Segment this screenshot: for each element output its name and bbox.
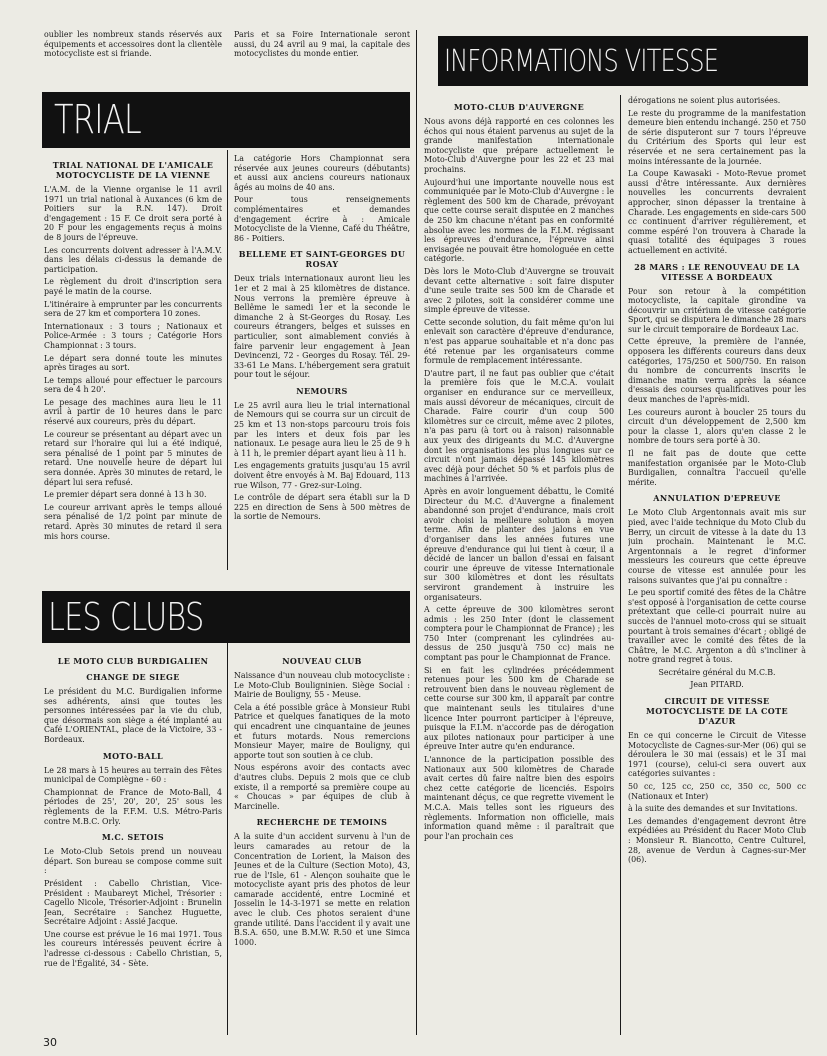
paragraph: L'annonce de la participation possible des Nationaux aux 500 kilomètres de Charade avait certes dû faire naître bien des espoirs chez cette catégorie de licenciés. Espoirs maintenant déçus, ce que regrette vivement le M.C.A. Mais telles sont les rigueurs des règlements. Information non officielle, mais information quand même : il paraîtrait que pour l'an prochain ces: [424, 755, 614, 841]
trial-national-title: TRIAL NATIONAL DE L'AMICALE MOTOCYCLISTE DE LA VIENNE: [52, 160, 214, 180]
annulation-title: ANNULATION D'EPREUVE: [653, 493, 781, 504]
col1-clubs: [44, 650, 222, 1034]
paragraph: Cela a été possible grâce à Monsieur Rubi Patrice et quelques fanatiques de la moto qui encadrent une cinquantaine de jeunes et futurs motards. Nous remercions Monsieur Mayer, maire de Bouligny, qui apporte tout son soutien à ce club.: [234, 702, 410, 760]
paragraph: Le 28 mars à 15 heures au terrain des Fêtes municipal de Compiègne - 60 :: [44, 765, 222, 785]
burdigalien-title: LE MOTO CLUB BURDIGALIEN: [57, 656, 209, 666]
col4: [628, 96, 806, 1034]
paragraph: Les coureurs auront à boucler 25 tours du circuit d'un développement de 2,500 km pour la classe 1, alors qu'en classe 2 le nombre de tours sera porté à 30.: [628, 407, 806, 446]
nemours-title: NEMOURS: [296, 385, 348, 396]
paragraph: Naissance d'un nouveau club motocycliste : Le Moto-Club Bouligninien. Siège Social : Mairie de Bouligny, 55 - Meuse.: [234, 671, 410, 700]
column-rule: [416, 30, 417, 1035]
col1-trial: [44, 154, 222, 586]
paragraph: Internationaux : 3 tours ; Nationaux et Police-Armée : 3 tours ; Catégorie Hors Championnat : 3 tours.: [44, 321, 222, 350]
paragraph: D'autre part, il ne faut pas oublier que c'était la première fois que le M.C.A. voulait organiser en endurance sur ce merveilleux, mais aussi dévoreur de mécaniques, circuit de Charade. Faire courir d'un coup 500 kilomètres sur ce circuit, même avec 2 pilotes, n'a pas paru (à tort ou à raison) raisonnable aux yeux des dirigeants du M.C. d'Auvergne dont les organisations les plus longues sur ce circuit n'ont jamais dépassé 145 kilomètres avec déjà pour déchet 50 % et parfois plus de machines à l'arrivée.: [424, 368, 614, 484]
paragraph: Cette épreuve, la première de l'année, opposera les différents coureurs dans deux catégories, 175/250 et 500/750. En raison du nombre de concurrents inscrits le dimanche matin verra après la séance d'essais des courses qualificatives pour les deux manches de l'après-midi.: [628, 337, 806, 405]
col1-intro: oublier les nombreux stands réservés aux équipements et accessoires dont la clientèle motocycliste est si friande.: [44, 30, 222, 59]
col2-intro: Paris et sa Foire Internationale seront aussi, du 24 avril au 9 mai, la capitale des motocyclistes du monde entier.: [234, 30, 410, 59]
col3-auvergne: [424, 96, 614, 1034]
paragraph: Championnat de France de Moto-Ball, 4 périodes de 25', 20', 20', 25' sous les règlements de la F.F.M. U.S. Métro-Paris contre M.B.C. Orly.: [44, 787, 222, 826]
paragraph: Aujourd'hui une importante nouvelle nous est communiquée par le Moto-Club d'Auvergne : le règlement des 500 km de Charade, prévoyant que cette course serait disputée en 2 manches de 250 km chacune n'étant pas en conformité absolue avec les normes de la F.I.M. régissant les épreuves d'endurance, l'épreuve ainsi envisagée ne pouvait être homologuée en cette catégorie.: [424, 177, 614, 264]
moto-club-auvergne-title: MOTO-CLUB D'AUVERGNE: [453, 102, 585, 112]
paragraph: 50 cc, 125 cc, 250 cc, 350 cc, 500 cc (Nationaux et Inter): [628, 782, 806, 801]
col2-top: [234, 30, 410, 90]
column-rule: [227, 150, 228, 570]
paragraph: Le contrôle de départ sera établi sur la D 225 en direction de Sens à 500 mètres de la sortie de Nemours.: [234, 493, 410, 522]
page-number: 30: [43, 1036, 57, 1049]
paragraph: à la suite des demandes et sur Invitations.: [628, 804, 798, 814]
paragraph: A cette épreuve de 300 kilomètres seront admis : les 250 Inter (dont le classement comptera pour le Championnat de France) ; les 750 Inter (comprenant les cylindrées au-dessus de 250 jusqu'à 750 cc) mais ne comptant pas pour le Championnat de France.: [424, 605, 614, 663]
trial-banner: TRIAL: [42, 92, 410, 148]
moto-ball-title: MOTO-BALL: [102, 750, 164, 761]
paragraph: La catégorie Hors Championnat sera réservée aux jeunes coureurs (débutants) et aussi aux anciens coureurs nationaux âgés au moins de 40 ans.: [234, 154, 410, 192]
paragraph: Le pesage des machines aura lieu le 11 avril à partir de 10 heures dans le parc réservé aux coureurs, près du départ.: [44, 397, 222, 427]
paragraph: Le 25 avril aura lieu le trial international de Nemours qui se courra sur un circuit de 25 km et 13 non-stops parcouru trois fois par les inters et deux fois par les nationaux. Le pesage aura lieu le 25 de 9 h à 11 h, le premier départ ayant lieu à 11 h.: [234, 400, 410, 458]
paragraph: Le coureur se présentant au départ avec un retard sur l'horaire qui lui a été indiqué, sera pénalisé de 1 point par 5 minutes de retard. Une nouvelle heure de départ lui sera donnée. Après 30 minutes de retard, le départ lui sera refusé.: [44, 429, 222, 487]
col1-top: [44, 30, 222, 90]
clubs-banner: LES CLUBS: [42, 591, 410, 643]
paragraph: La Coupe Kawasaki - Moto-Revue promet aussi d'être intéressante. Aux dernières nouvelles les concurrents devraient approcher, sinon dépasser la trentaine à Charade. Les engagements en side-cars 500 cc continuent d'arriver régulièrement, et comme espéré l'on trouvera à Charade la quasi totalité des équipages 3 roues actuellement en activité.: [628, 169, 806, 255]
paragraph: Une course est prévue le 16 mai 1971. Tous les coureurs intéressés peuvent écrire à l'adresse ci-dessous : Cabello Christian, 5, rue de l'Égalité, 34 - Sète.: [44, 929, 222, 968]
signature-name: Jean PITARD.: [690, 680, 744, 690]
paragraph: Le Moto-Club Setois prend un nouveau départ. Son bureau se compose comme suit :: [44, 847, 222, 876]
paragraph: A la suite d'un accident survenu à l'un de leurs camarades au retour de la Concentration de Lorient, la Maison des Jeunes et de la Culture (Section Moto), 43, rue de l'Isle, 61 - Alençon souhaite que le motocycliste ayant pris des photos de leur camarade accidenté, entre Locminé et Josselin le 14-3-1971 se mette en relation avec le club. Ces photos seraient d'une grande utilité. Dans l'accident il y avait une B.S.A. 650, une B.M.W. R.50 et une Simca 1000.: [234, 832, 410, 947]
col2-trial: [234, 154, 410, 586]
paragraph: Deux trials internationaux auront lieu les 1er et 2 mai à 25 kilomètres de distance. Nous verrons la première épreuve à Bellême le samedi 1er et la seconde le dimanche 2 à St-Georges du Rosay. Les coureurs étrangers, belges et suisses en particulier, sont aimablement conviés à faire parvenir leur engagement à Jean Devincenzi, 72 - Georges du Rosay. Tél. 29-33-61 Le Mans. L'hébergement sera gratuit pour tout le séjour.: [234, 274, 410, 380]
belleme-title: BELLEME ET SAINT-GEORGES DU ROSAY: [238, 249, 406, 270]
temoins-title: RECHERCHE DE TEMOINS: [256, 817, 388, 828]
paragraph: Le départ sera donné toute les minutes après tirages au sort.: [44, 353, 222, 373]
paragraph: Les concurrents doivent adresser à l'A.M.V. dans les délais ci-dessus la demande de participation.: [44, 245, 222, 274]
column-rule: [227, 625, 228, 1035]
paragraph: Le peu sportif comité des fêtes de la Châtre s'est opposé à l'organisation de cette course prétextant que celle-ci pourrait nuire au succès de l'annuel moto-cross qui se situait pourtant à trois semaines d'écart ; obligé de travailler avec le comité des fêtes de la Châtre, le M.C. Argenton a dû s'incliner à notre grand regret à tous.: [628, 588, 806, 665]
paragraph: Les engagements gratuits jusqu'au 15 avril doivent être envoyés à M. Baj Edouard, 113 rue Wilson, 77 - Grez-sur-Loing.: [234, 461, 410, 490]
paragraph: Si en fait les cylindrées précédemment retenues pour les 500 km de Charade se retrouvent bien dans le nouveau règlement de cette course sur 300 km, il apparaît par contre que maintenant seuls les titulaires d'une licence Inter pourront participer à l'épreuve, puisque la F.I.M. n'accorde pas de dérogation aux pilotes nationaux pour participer à une épreuve Inter autre qu'en endurance.: [424, 665, 614, 752]
paragraph: Le reste du programme de la manifestation demeure bien entendu inchangé. 250 et 750 de série disputeront sur 7 tours l'épreuve du Critérium des Sports qui leur est réservée et ne sera certainement pas la moins intéressante de la journée.: [628, 108, 806, 166]
paragraph: L'A.M. de la Vienne organise le 11 avril 1971 un trial national à Auxances (6 km de Poitiers sur la R.N. 147). Droit d'engagement : 15 F. Ce droit sera porté à 20 F pour les engagements reçus à moins de 8 jours de l'épreuve.: [44, 185, 222, 242]
paragraph: Il ne fait pas de doute que cette manifestation organisée par le Moto-Club Burdigalien, connaîtra l'accueil qu'elle mérite.: [628, 449, 806, 487]
paragraph: Dès lors le Moto-Club d'Auvergne se trouvait devant cette alternative : soit faire disputer d'une seule traite ses 500 km de Charade et avec 2 pilotes, soit la considérer comme une simple épreuve de vitesse.: [424, 266, 614, 315]
paragraph: Président : Cabello Christian, Vice-Président : Maubareyt Michel, Trésorier : Cagello Nicole, Trésorier-Adjoint : Brunelin Jean, Secrétaire : Sanchez Huguette, Secrétaire Adjoint : Assié Jacque.: [44, 878, 222, 927]
nouveau-club-title: NOUVEAU CLUB: [282, 656, 362, 666]
paragraph: Après en avoir longuement débattu, le Comité Directeur du M.C. d'Auvergne a finalement abandonné son projet d'endurance, mais croit avoir choisi la meilleure solution à moyen terme. Afin de planter des jalons en vue d'organiser dans les années futures une épreuve d'endurance qui lui tient à cœur, il a décidé de lancer un ballon d'essai en faisant courir une épreuve de vitesse Internationale sur 300 kilomètres et dont les résultats serviront grandement à instruire les organisateurs.: [424, 486, 614, 602]
paragraph: Le Moto Club Argentonnais avait mis sur pied, avec l'aide technique du Moto Club du Berry, un circuit de vitesse à la date du 13 juin prochain. Maintenant le M.C. Argentonnais a le regret d'informer messieurs les coureurs que cette épreuve course de vitesse est annulée pour les raisons suivantes que j'ai pu connaître :: [628, 508, 806, 585]
paragraph: L'itinéraire à emprunter par les concurrents sera de 27 km et comportera 10 zones.: [44, 299, 222, 319]
signature: Secrétaire général du M.C.B.: [658, 667, 776, 677]
col2-clubs: [234, 650, 410, 1034]
paragraph: Pour son retour à la compétition motocycliste, la capitale girondine va découvrir un critérium de vitesse catégorie Sport, qui se disputera le dimanche 28 mars sur le circuit temporaire de Bordeaux Lac.: [628, 286, 806, 334]
paragraph: Cette seconde solution, du fait même qu'on lui enlevait son caractère d'épreuve d'endurance, n'est pas apparue souhaitable et n'a donc pas été retenue par les organisateurs comme formule de remplacement intéressante.: [424, 317, 614, 366]
change-siege-subtitle: CHANGE DE SIEGE: [86, 672, 180, 682]
column-rule: [620, 95, 621, 1035]
paragraph: En ce qui concerne le Circuit de Vitesse Motocycliste de Cagnes-sur-Mer (06) qui se déroulera le 30 mai (essais) et le 31 mai 1971 (course), celui-ci sera ouvert aux catégories suivantes :: [628, 731, 806, 779]
paragraph: Nous avons déjà rapporté en ces colonnes les échos qui nous étaient parvenus au sujet de la grande manifestation internationale motocycliste que prépare actuellement le Moto-Club d'Auvergne pour les 22 et 23 mai prochains.: [424, 117, 614, 174]
paragraph: Nous espérons avoir des contacts avec d'autres clubs. Depuis 2 mois que ce club existe, il a remporté sa première coupe au « Choucas » par équipes de club à Marcinelle.: [234, 763, 410, 811]
paragraph: Pour tous renseignements complémentaires et demandes d'engagement écrire à : Amicale Motocycliste de la Vienne, Café du Théâtre, 86 - Poitiers.: [234, 195, 410, 243]
paragraph: dérogations ne soient plus autorisées.: [628, 96, 781, 105]
paragraph: Le premier départ sera donné à 13 h 30.: [44, 490, 207, 500]
cote-azur-title: CIRCUIT DE VITESSE MOTOCYCLISTE DE LA COTE D'AZUR: [645, 696, 789, 727]
paragraph: Le temps alloué pour effectuer le parcours sera de 4 h 20'.: [44, 375, 222, 395]
paragraph: Le président du M.C. Burdigalien informe ses adhérents, ainsi que toutes les personnes intéressées par la vie du club, que désormais son siège a été implanté au Café L'ORIENTAL, place de la Victoire, 33 - Bordeaux.: [44, 687, 222, 744]
paragraph: Le règlement du droit d'inscription sera payé le matin de la course.: [44, 277, 222, 296]
infos-vitesse-banner: INFORMATIONS VITESSE: [438, 36, 808, 86]
mc-setois-title: M.C. SETOIS: [101, 832, 165, 843]
paragraph: Les demandes d'engagement devront être expédiées au Président du Racer Moto Club : Monsieur R. Biancotto, Centre Culturel, 28, avenue de Verdun à Cagnes-sur-Mer (06).: [628, 816, 806, 865]
bordeaux-title: 28 MARS : LE RENOUVEAU DE LA VITESSE A BORDEAUX: [634, 261, 800, 282]
paragraph: Le coureur arrivant après le temps alloué sera pénalisé de 1/2 point par minute de retard. Après 30 minutes de retard il sera mis hors course.: [44, 502, 222, 541]
